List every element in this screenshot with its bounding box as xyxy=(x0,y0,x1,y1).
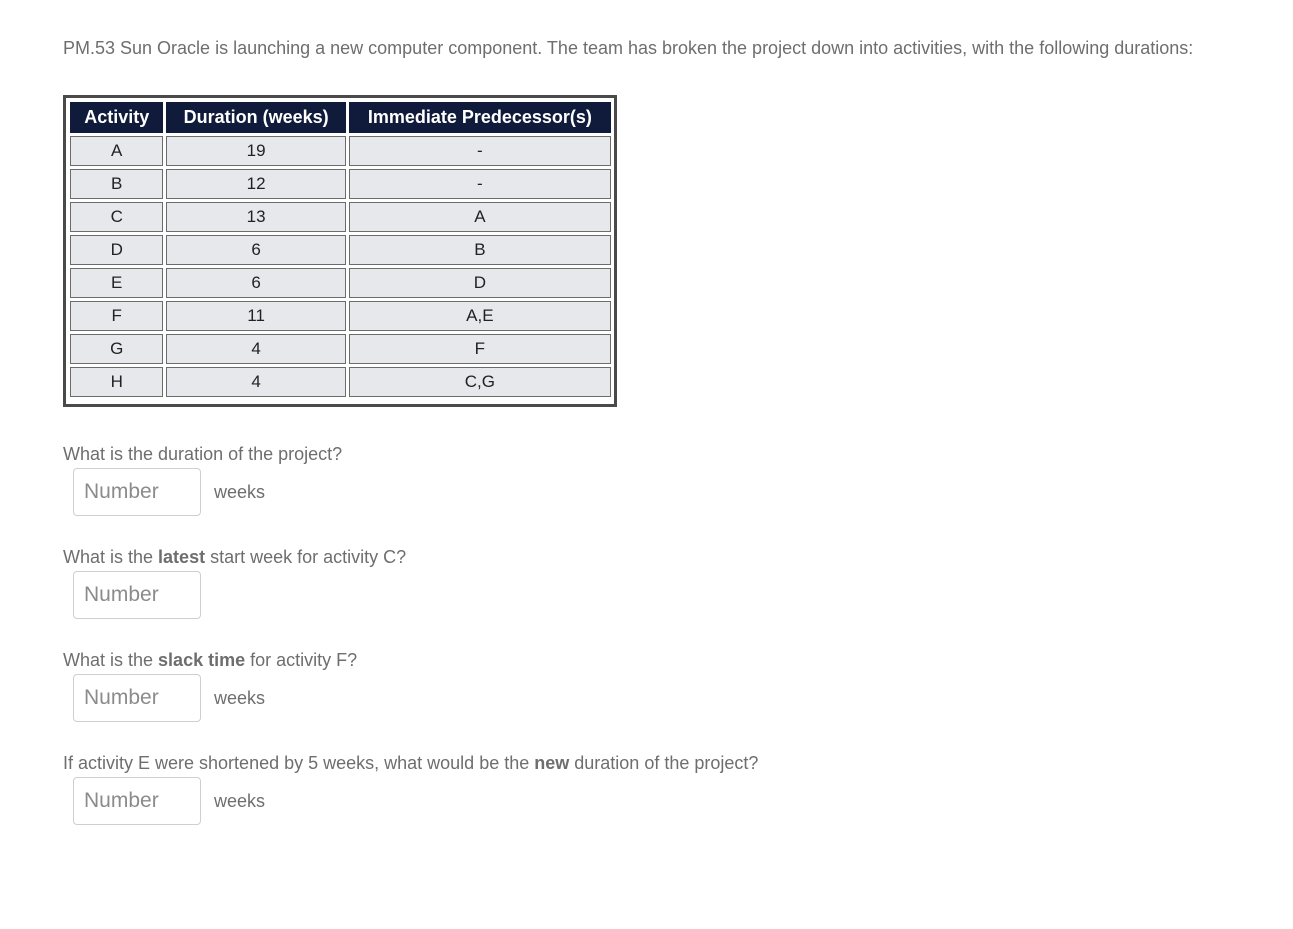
cell-activity: G xyxy=(70,334,163,364)
cell-duration: 6 xyxy=(166,268,345,298)
problem-intro: PM.53 Sun Oracle is launching a new computer component. The team has broken the project down into activities, with the following durations: xyxy=(63,38,1194,58)
cell-duration: 13 xyxy=(166,202,345,232)
cell-duration: 12 xyxy=(166,169,345,199)
cell-duration: 11 xyxy=(166,301,345,331)
header-duration: Duration (weeks) xyxy=(166,102,345,133)
question-text: for activity F? xyxy=(245,650,358,670)
cell-predecessors: A xyxy=(349,202,611,232)
cell-predecessors: F xyxy=(349,334,611,364)
project-duration-input[interactable] xyxy=(73,468,201,516)
activity-table-frame xyxy=(63,95,617,407)
cell-activity: E xyxy=(70,268,163,298)
answer-row-latest-start-c xyxy=(73,571,201,619)
cell-predecessors: A,E xyxy=(349,301,611,331)
table-row xyxy=(70,268,611,298)
cell-predecessors: C,G xyxy=(349,367,611,397)
slack-f-input[interactable] xyxy=(73,674,201,722)
question-emphasis: new xyxy=(534,753,570,773)
table-row xyxy=(70,334,611,364)
cell-predecessors: D xyxy=(349,268,611,298)
cell-predecessors: B xyxy=(349,235,611,265)
question-new-duration xyxy=(63,752,758,774)
table-row xyxy=(70,235,611,265)
answer-row-project-duration xyxy=(73,468,265,516)
question-text: start week for activity C? xyxy=(205,547,407,567)
question-emphasis: slack time xyxy=(158,650,246,670)
question-emphasis: latest xyxy=(158,547,206,567)
table-row xyxy=(70,136,611,166)
cell-activity: C xyxy=(70,202,163,232)
activity-table xyxy=(67,99,614,400)
header-activity: Activity xyxy=(70,102,163,133)
cell-duration: 4 xyxy=(166,367,345,397)
table-row xyxy=(70,367,611,397)
unit-label: weeks xyxy=(214,687,266,708)
cell-activity: D xyxy=(70,235,163,265)
question-text: duration of the project? xyxy=(569,753,759,773)
table-row xyxy=(70,301,611,331)
question-slack-f xyxy=(63,649,357,671)
question-text: What is the xyxy=(63,650,159,670)
table-row xyxy=(70,169,611,199)
question-text: What is the xyxy=(63,547,159,567)
cell-duration: 6 xyxy=(166,235,345,265)
cell-activity: B xyxy=(70,169,163,199)
cell-duration: 4 xyxy=(166,334,345,364)
cell-activity: A xyxy=(70,136,163,166)
cell-predecessors: - xyxy=(349,169,611,199)
header-predecessors: Immediate Predecessor(s) xyxy=(349,102,611,133)
cell-activity: H xyxy=(70,367,163,397)
latest-start-c-input[interactable] xyxy=(73,571,201,619)
unit-label: weeks xyxy=(214,481,266,502)
table-header-row xyxy=(70,102,611,133)
cell-predecessors: - xyxy=(349,136,611,166)
answer-row-new-duration xyxy=(73,777,265,825)
unit-label: weeks xyxy=(214,790,266,811)
cell-activity: F xyxy=(70,301,163,331)
cell-duration: 19 xyxy=(166,136,345,166)
answer-row-slack-f xyxy=(73,674,265,722)
new-duration-input[interactable] xyxy=(73,777,201,825)
table-row xyxy=(70,202,611,232)
question-project-duration xyxy=(63,443,342,465)
question-latest-start-c xyxy=(63,546,406,568)
question-text: If activity E were shortened by 5 weeks, what would be the xyxy=(63,753,535,773)
question-text: What is the duration of the project? xyxy=(63,444,343,464)
